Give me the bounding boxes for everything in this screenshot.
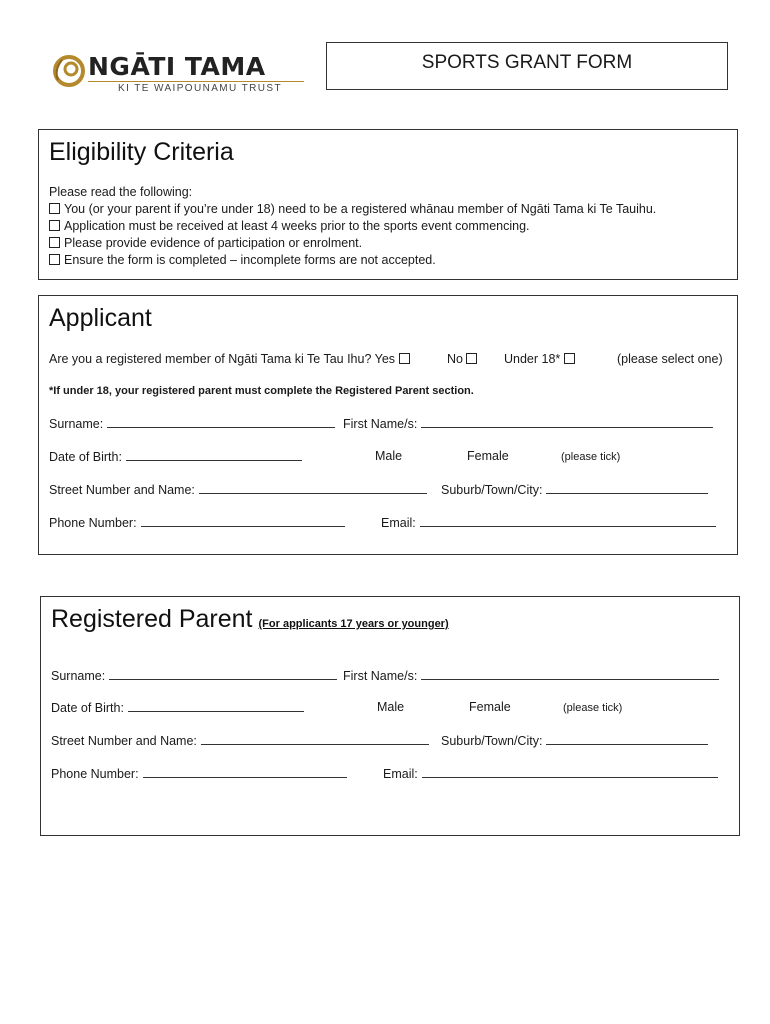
parent-phone-row: Phone Number: bbox=[51, 766, 347, 781]
applicant-firstname-row: First Name/s: bbox=[343, 416, 713, 431]
brand-subtitle: KI TE WAIPOUNAMU TRUST bbox=[118, 83, 282, 94]
checkbox-icon[interactable] bbox=[49, 237, 60, 248]
tick-hint: (please tick) bbox=[563, 702, 623, 714]
membership-question: Are you a registered member of Ngāti Tama ki Te Tau Ihu? Yes bbox=[49, 352, 414, 366]
under18-checkbox[interactable] bbox=[564, 353, 575, 364]
koru-logo-icon bbox=[52, 50, 86, 90]
applicant-street-row: Street Number and Name: bbox=[49, 482, 427, 497]
parent-firstname-row: First Name/s: bbox=[343, 668, 719, 683]
female-option[interactable]: Female bbox=[469, 700, 511, 714]
parent-dob-row: Date of Birth: bbox=[51, 700, 304, 715]
female-option[interactable]: Female bbox=[467, 449, 509, 463]
suburb-field[interactable] bbox=[546, 733, 708, 745]
eligibility-item: Ensure the form is completed – incomplete forms are not accepted. bbox=[49, 253, 436, 267]
eligibility-section bbox=[38, 129, 738, 280]
male-option[interactable]: Male bbox=[377, 700, 405, 714]
tick-hint: (please tick) bbox=[561, 451, 621, 463]
applicant-phone-row: Phone Number: bbox=[49, 515, 345, 530]
under18-note: *If under 18, your registered parent must complete the Registered Parent section. bbox=[49, 385, 474, 397]
applicant-surname-row: Surname: bbox=[49, 416, 335, 431]
email-field[interactable] bbox=[420, 515, 716, 527]
parent-heading-note: (For applicants 17 years or younger) bbox=[258, 618, 449, 630]
parent-section bbox=[40, 596, 740, 836]
checkbox-icon[interactable] bbox=[49, 203, 60, 214]
parent-street-row: Street Number and Name: bbox=[51, 733, 429, 748]
under18-option: Under 18* bbox=[504, 352, 579, 366]
male-option[interactable]: Male bbox=[375, 449, 403, 463]
phone-field[interactable] bbox=[143, 766, 347, 778]
surname-field[interactable] bbox=[109, 668, 337, 680]
dob-field[interactable] bbox=[128, 700, 304, 712]
applicant-section bbox=[38, 295, 738, 555]
street-field[interactable] bbox=[201, 733, 429, 745]
checkbox-icon[interactable] bbox=[49, 220, 60, 231]
eligibility-item: You (or your parent if you’re under 18) need to be a registered whānau member of Ngāti Tama ki Te Tauihu. bbox=[49, 202, 656, 216]
applicant-heading: Applicant bbox=[49, 304, 152, 332]
phone-field[interactable] bbox=[141, 515, 345, 527]
eligibility-heading: Eligibility Criteria bbox=[49, 138, 234, 166]
trust-logo bbox=[52, 48, 312, 98]
firstname-field[interactable] bbox=[421, 668, 719, 680]
brand-rule bbox=[88, 81, 304, 82]
eligibility-intro: Please read the following: bbox=[49, 185, 193, 199]
surname-field[interactable] bbox=[107, 416, 335, 428]
parent-surname-row: Surname: bbox=[51, 668, 337, 683]
applicant-suburb-row: Suburb/Town/City: bbox=[441, 482, 708, 497]
eligibility-item: Application must be received at least 4 weeks prior to the sports event commencing. bbox=[49, 219, 530, 233]
yes-checkbox[interactable] bbox=[399, 353, 410, 364]
street-field[interactable] bbox=[199, 482, 427, 494]
parent-suburb-row: Suburb/Town/City: bbox=[441, 733, 708, 748]
parent-heading: Registered Parent (For applicants 17 years or younger) bbox=[51, 605, 449, 633]
checkbox-icon[interactable] bbox=[49, 254, 60, 265]
no-checkbox[interactable] bbox=[466, 353, 477, 364]
select-hint: (please select one) bbox=[617, 352, 723, 366]
firstname-field[interactable] bbox=[421, 416, 713, 428]
brand-name: NGĀTI TAMA bbox=[88, 52, 266, 81]
parent-email-row: Email: bbox=[383, 766, 718, 781]
form-title: SPORTS GRANT FORM bbox=[326, 42, 728, 90]
dob-field[interactable] bbox=[126, 449, 302, 461]
suburb-field[interactable] bbox=[546, 482, 708, 494]
applicant-dob-row: Date of Birth: bbox=[49, 449, 302, 464]
no-option: No bbox=[447, 352, 481, 366]
applicant-email-row: Email: bbox=[381, 515, 716, 530]
eligibility-item: Please provide evidence of participation or enrolment. bbox=[49, 236, 362, 250]
email-field[interactable] bbox=[422, 766, 718, 778]
